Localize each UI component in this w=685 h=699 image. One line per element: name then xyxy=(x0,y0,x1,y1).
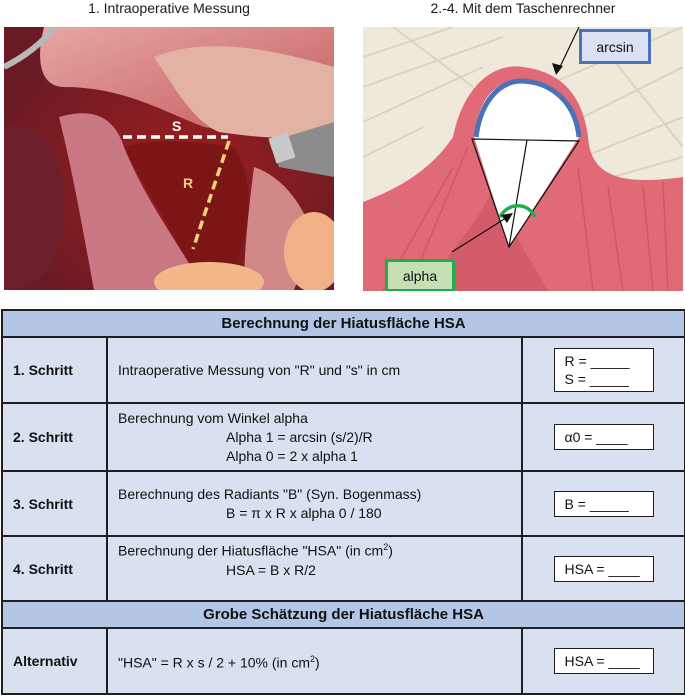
step-label: 3. Schritt xyxy=(2,471,107,536)
r-label: R xyxy=(183,175,194,191)
table-row xyxy=(2,337,685,403)
table-row xyxy=(2,628,685,694)
photo-illustration xyxy=(4,27,334,290)
step-description: Intraoperative Messung von "R" und "s" in cm xyxy=(107,337,522,403)
table-row xyxy=(2,536,685,601)
hsa-calculation-table xyxy=(1,309,685,695)
step-label: 1. Schritt xyxy=(2,337,107,403)
alpha-label-box xyxy=(385,259,455,291)
table-row xyxy=(2,403,685,471)
result-field-hsa[interactable]: HSA = ____ xyxy=(554,556,654,582)
arcsin-label: arcsin xyxy=(596,38,634,55)
result-field-r-s[interactable]: R = _____ S = _____ xyxy=(554,348,654,392)
step-description: Berechnung vom Winkel alpha Alpha 1 = arcsin (s/2)/R Alpha 0 = 2 x alpha 1 xyxy=(107,403,522,471)
alpha-label: alpha xyxy=(402,267,438,284)
diagram-illustration xyxy=(363,27,683,291)
table-header-estimate: Grobe Schätzung der Hiatusfläche HSA xyxy=(2,601,685,628)
table-row xyxy=(2,471,685,536)
result-field-hsa-estimate[interactable]: HSA = ____ xyxy=(554,648,654,674)
result-field-b[interactable]: B = _____ xyxy=(554,491,654,517)
arcsin-label-box xyxy=(579,29,651,64)
step-label: Alternativ xyxy=(2,628,107,694)
intraoperative-photo xyxy=(4,27,334,290)
step-label: 2. Schritt xyxy=(2,403,107,471)
step-description: Berechnung der Hiatusfläche "HSA" (in $cm^2$) HSA = B x R/2 xyxy=(107,536,522,601)
s-label: S xyxy=(172,118,182,134)
diagram-caption: 2.-4. Mit dem Taschenrechner xyxy=(430,0,616,16)
hiatus-diagram xyxy=(363,27,683,291)
step-label: 4. Schritt xyxy=(2,536,107,601)
step-description: "HSA" = R x s / 2 + 10% (in $cm^2$) xyxy=(107,628,522,694)
table-header-calculation: Berechnung der Hiatusfläche HSA xyxy=(2,310,685,337)
step-description: Berechnung des Radiants "B" (Syn. Bogenmass) B = π x R x alpha 0 / 180 xyxy=(107,471,522,536)
result-field-alpha0[interactable]: α0 = ____ xyxy=(554,424,654,450)
photo-caption: 1. Intraoperative Messung xyxy=(88,0,250,16)
